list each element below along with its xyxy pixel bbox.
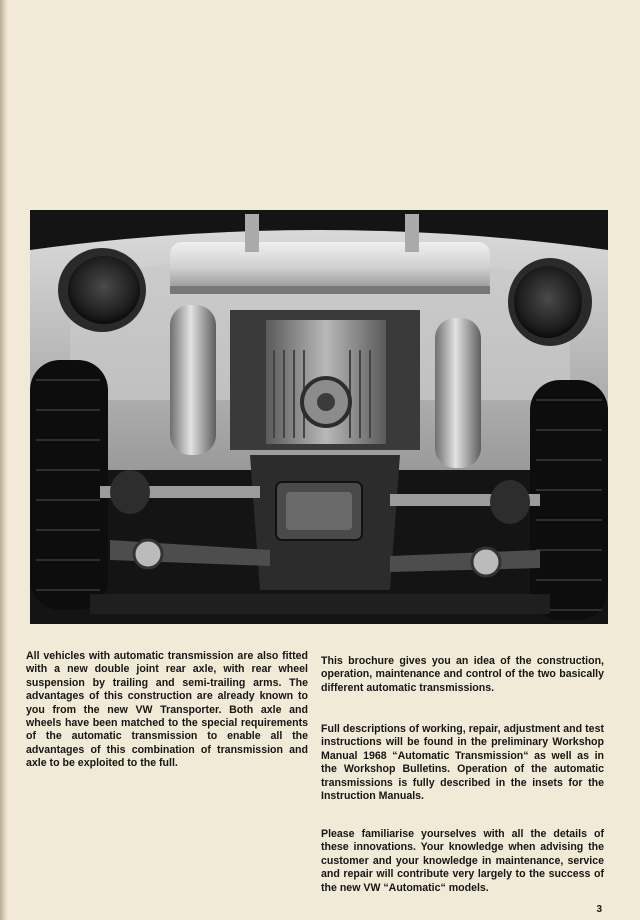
vehicle-underside-photo xyxy=(30,210,608,624)
left-paragraph: All vehicles with automatic transmission are also fitted with a new double joint rear axle, with rear wheel suspension by trailing and semi-trailing arms. The advantages of this construction are already known to you from the new VW Transporter. Both axle and wheels have been matched to the special requirements of the automatic transmission to enable all the advantages of this combination of transmission and axle to be exploited to the full. xyxy=(26,650,308,770)
page-number: 3 xyxy=(596,904,602,915)
left-text-column xyxy=(26,650,308,771)
page-binding-edge xyxy=(0,0,8,920)
right-paragraph-2: Full descriptions of working, repair, adjustment and test instructions will be found in the preliminary Workshop Manual 1968 “Automatic Transmission“ as well as in the Workshop Bulletins. Operation of the automatic transmissions is fully described in the insets for the Instruction Manuals. xyxy=(321,723,604,803)
right-paragraph-3: Please familiarise yourselves with all the details of these innovations. Your knowledge when advising the customer and your knowledge in maintenance, service and repair will contribute very largely to the success of the new VW “Automatic“ models. xyxy=(321,828,604,894)
right-paragraph-1: This brochure gives you an idea of the construction, operation, maintenance and control of the two basically different automatic transmissions. xyxy=(321,655,604,694)
